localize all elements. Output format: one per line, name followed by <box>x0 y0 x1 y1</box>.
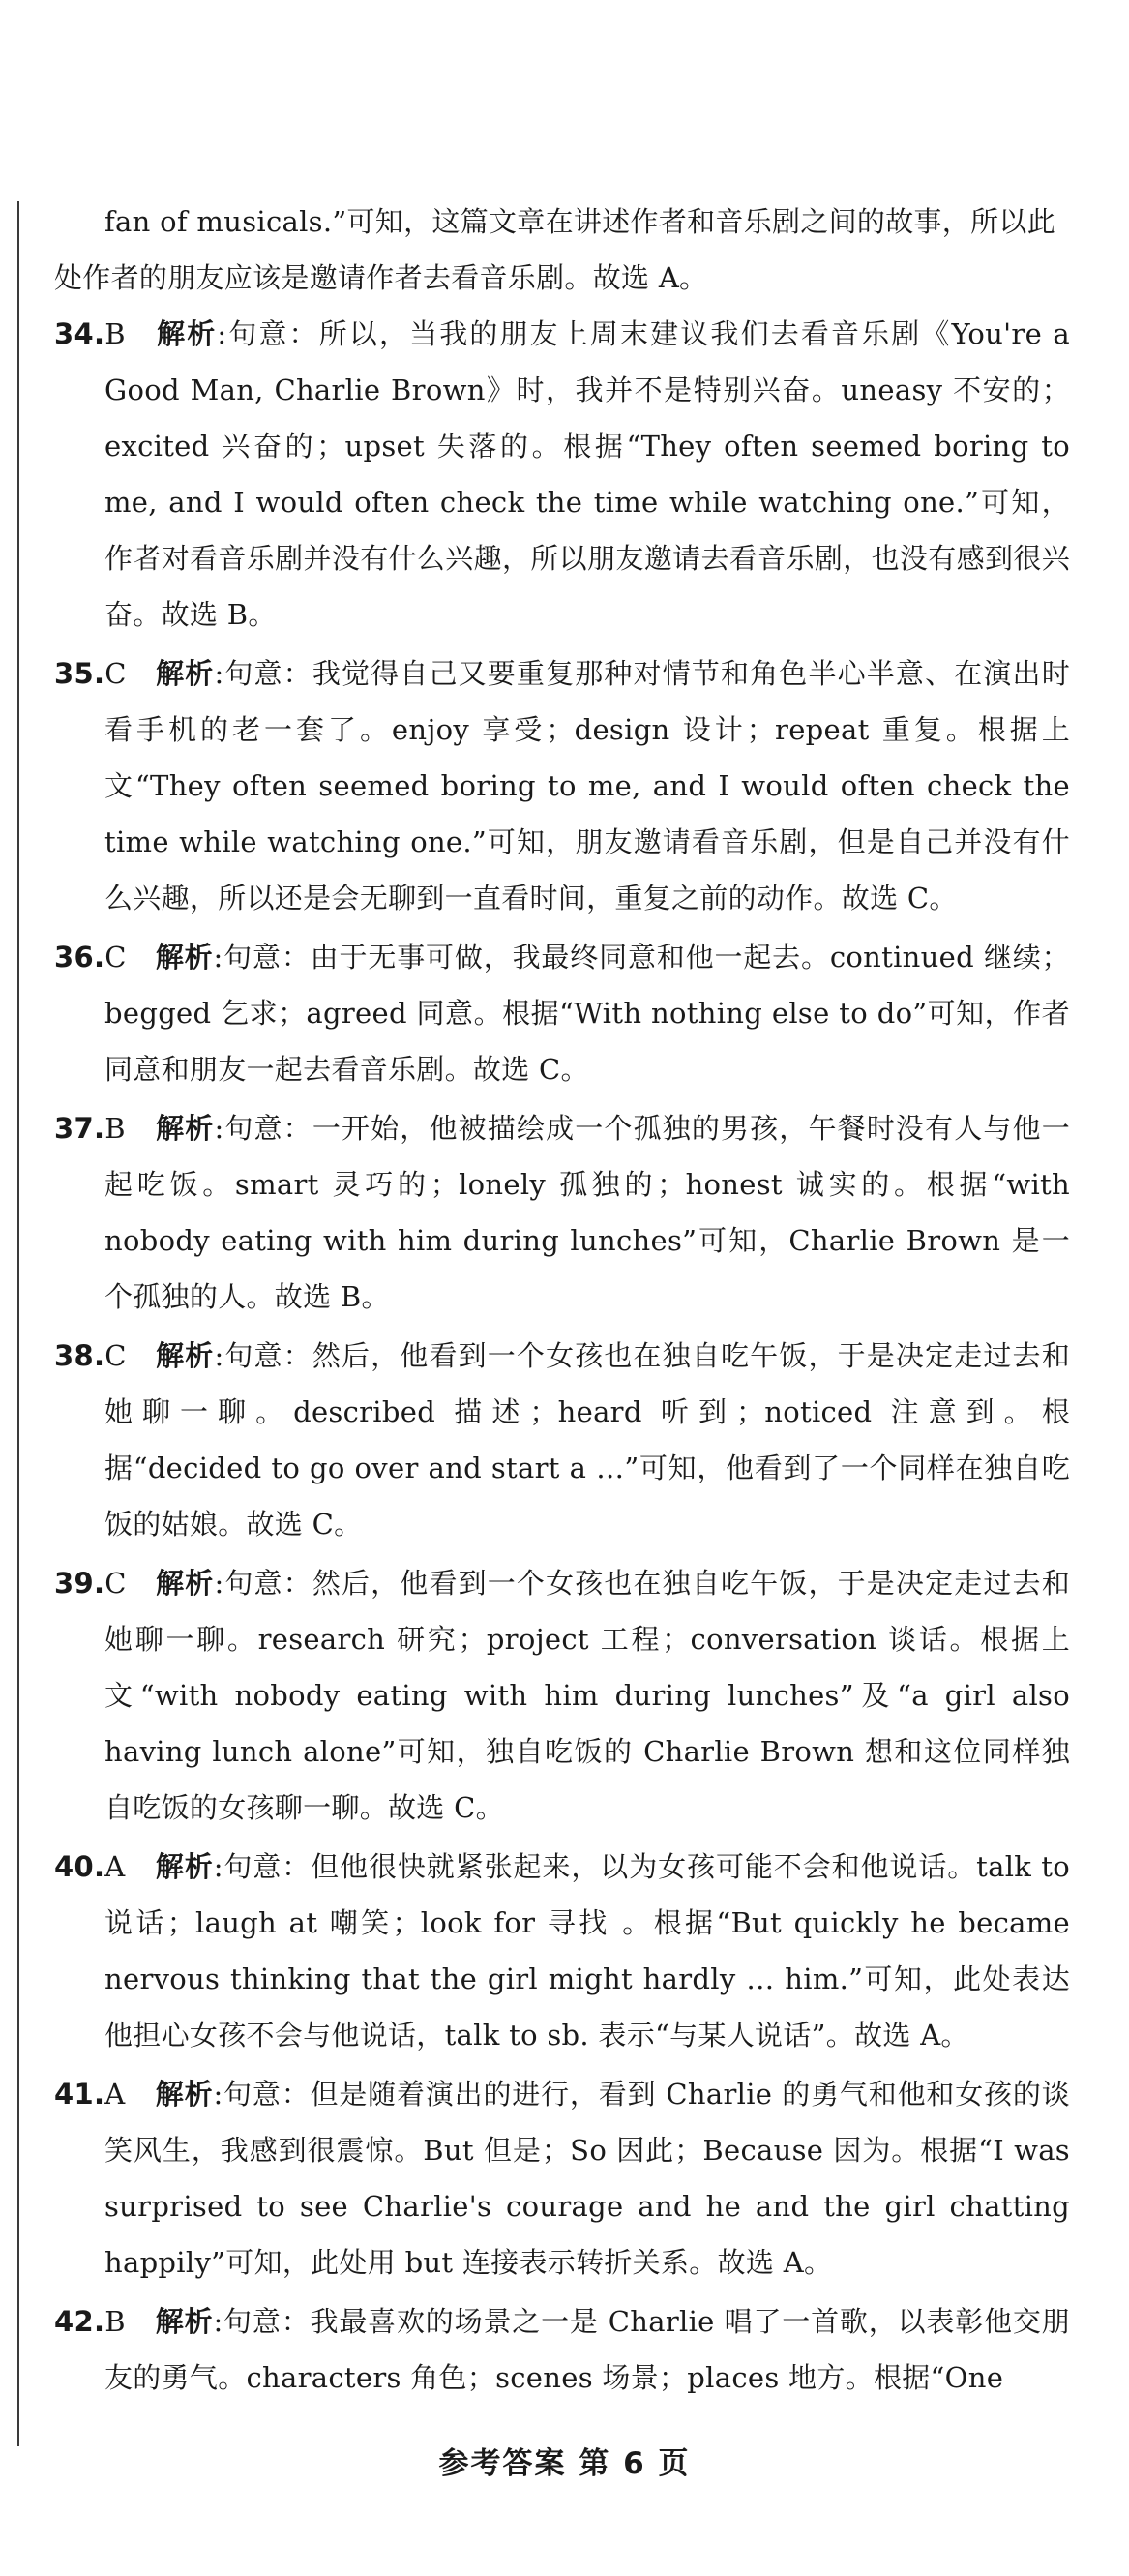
answer-choice: C <box>104 657 127 690</box>
explanation-label: 解析 <box>155 317 218 350</box>
explanation-label: 解析 <box>155 2305 214 2338</box>
question-number: 34. <box>54 317 105 350</box>
answer-choice: B <box>104 1112 126 1145</box>
answer-entry <box>54 645 1070 926</box>
explanation-text: :句意：由于无事可做，我最终同意和他一起去。continued 继续；begged 乞求；agreed 同意。根据“With nothing else to do”可知，作者同意和朋友一起去看音乐剧。故选 C。 <box>104 941 1070 1086</box>
explanation-text: :句意：我最喜欢的场景之一是 Charlie 唱了一首歌，以表彰他交朋友的勇气。characters 角色；scenes 场景；places 地方。根据“One <box>104 2305 1070 2394</box>
explanation-label: 解析 <box>155 1112 215 1145</box>
explanation-text: :句意：但他很快就紧张起来，以为女孩可能不会和他说话。talk to 说话；laugh at 嘲笑；look for 寻找 。根据“But quickly he became nervous thinking that the girl might hardly … him.”可知，此处表达他担心女孩不会与他说话，talk to sb. 表示“与某人说话”。故选 A。 <box>104 1850 1070 2052</box>
lead-paragraph: fan of musicals.”可知，这篇文章在讲述作者和音乐剧之间的故事，所以此处作者的朋友应该是邀请作者去看音乐剧。故选 A。 <box>54 205 1055 294</box>
explanation-text: :句意：然后，他看到一个女孩也在独自吃午饭，于是决定走过去和她聊一聊。research 研究；project 工程；conversation 谈话。根据上文“with nobody eating with him during lunches”及“a girl also having lunch alone”可知，独自吃饭的 Charlie Brown 想和这位同样独自吃饭的女孩聊一聊。故选 C。 <box>104 1567 1070 1824</box>
answer-content <box>54 194 1070 2409</box>
explanation-text: :句意：然后，他看到一个女孩也在独自吃午饭，于是决定走过去和她聊一聊。described 描述；heard 听到；noticed 注意到。根据“decided to go over and start a …”可知，他看到了一个同样在独自吃饭的姑娘。故选 C。 <box>104 1339 1070 1541</box>
explanation-label: 解析 <box>155 2078 214 2111</box>
question-number: 38. <box>54 1339 105 1372</box>
question-number: 37. <box>54 1112 105 1145</box>
answer-entry <box>54 2066 1070 2291</box>
question-number: 39. <box>54 1567 105 1600</box>
footer-label: 参考答案 <box>438 2446 567 2481</box>
answer-entry <box>54 929 1070 1097</box>
answer-choice: B <box>104 2305 126 2338</box>
question-number: 42. <box>54 2305 105 2338</box>
answer-choice: B <box>104 317 126 350</box>
footer-page-number: 第 6 页 <box>579 2446 691 2481</box>
explanation-text: :句意：所以，当我的朋友上周末建议我们去看音乐剧《You're a Good Man, Charlie Brown》时，我并不是特别兴奋。uneasy 不安的；excited 兴奋的；upset 失落的。根据“They often seemed boring to me, and I would often check the time while watching one.”可知，作者对看音乐剧并没有什么兴趣，所以朋友邀请去看音乐剧，也没有感到很兴奋。故选 B。 <box>104 317 1070 631</box>
answer-entry <box>54 1328 1070 1552</box>
margin-rule <box>17 201 19 2446</box>
explanation-text: :句意：我觉得自己又要重复那种对情节和角色半心半意、在演出时看手机的老一套了。enjoy 享受；design 设计；repeat 重复。根据上文“They often seemed boring to me, and I would often check the time while watching one.”可知，朋友邀请看音乐剧，但是自己并没有什么兴趣，所以还是会无聊到一直看时间，重复之前的动作。故选 C。 <box>104 657 1070 914</box>
question-number: 36. <box>54 941 105 973</box>
explanation-label: 解析 <box>155 941 214 973</box>
answer-entry <box>54 1839 1070 2063</box>
answer-choice: C <box>104 1567 127 1600</box>
page-footer <box>0 2439 1129 2482</box>
answer-entry <box>54 1100 1070 1325</box>
explanation-label: 解析 <box>155 1339 215 1372</box>
question-number: 40. <box>54 1850 105 1883</box>
question-number: 41. <box>54 2078 105 2111</box>
answer-choice: C <box>104 1339 127 1372</box>
answer-entry <box>54 306 1070 643</box>
answer-choice: A <box>104 1850 126 1883</box>
question-number: 35. <box>54 657 105 690</box>
explanation-label: 解析 <box>155 657 215 690</box>
explanation-text: :句意：一开始，他被描绘成一个孤独的男孩，午餐时没有人与他一起吃饭。smart 灵巧的；lonely 孤独的；honest 诚实的。根据“with nobody eating with him during lunches”可知，Charlie Brown 是一个孤独的人。故选 B。 <box>104 1112 1070 1313</box>
answer-entry <box>54 1555 1070 1836</box>
answer-choice: C <box>104 941 127 973</box>
explanation-text: :句意：但是随着演出的进行，看到 Charlie 的勇气和他和女孩的谈笑风生，我感到很震惊。But 但是；So 因此；Because 因为。根据“I was surprised to see Charlie's courage and he and the girl chatting happily”可知，此处用 but 连接表示转折关系。故选 A。 <box>104 2078 1070 2279</box>
explanation-label: 解析 <box>155 1567 215 1600</box>
explanation-label: 解析 <box>155 1850 214 1883</box>
answer-list <box>54 306 1070 2406</box>
answer-choice: A <box>104 2078 126 2111</box>
answer-entry <box>54 2293 1070 2406</box>
